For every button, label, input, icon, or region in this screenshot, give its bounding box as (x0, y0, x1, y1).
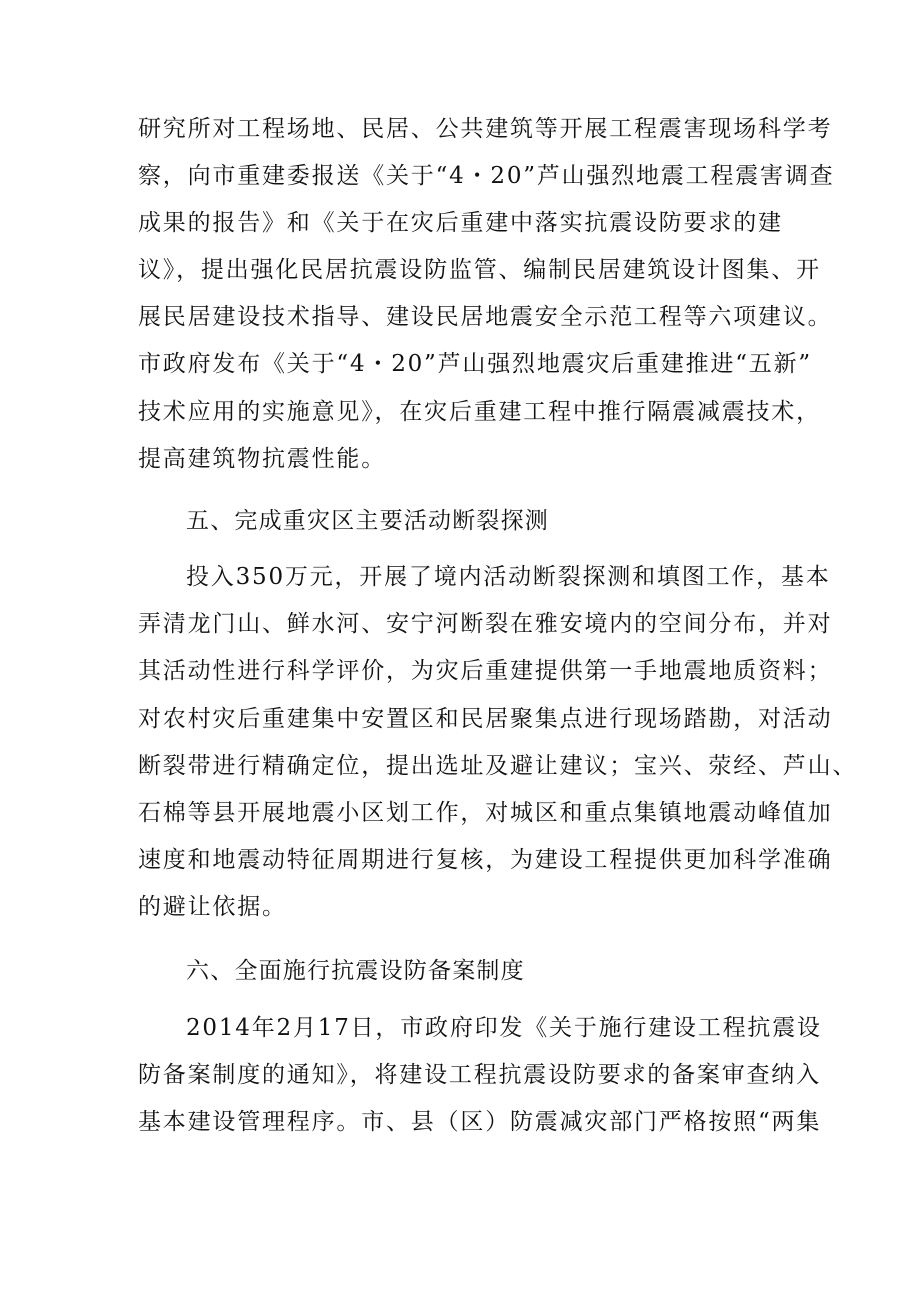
paragraph-line: 弄清龙门山、鲜水河、安宁河断裂在雅安境内的空间分布，并对 (138, 611, 833, 637)
paragraph-line: 2014年2月17日，市政府印发《关于施行建设工程抗震设 (186, 1015, 822, 1041)
paragraph-line: 成果的报告》和《关于在灾后重建中落实抗震设防要求的建 (138, 210, 783, 236)
section-heading: 六、全面施行抗震设防备案制度 (186, 958, 525, 984)
paragraph-line: 展民居建设技术指导、建设民居地震安全示范工程等六项建议。 (138, 304, 833, 330)
paragraph-line: 对农村灾后重建集中安置区和民居聚集点进行现场踏勘，对活动 (138, 706, 833, 732)
paragraph-line: 投入350万元，开展了境内活动断裂探测和填图工作，基本 (186, 564, 831, 590)
paragraph-line: 技术应用的实施意见》，在灾后重建工程中推行隔震减震技术， (138, 399, 821, 425)
paragraph-line: 石棉等县开展地震小区划工作，对城区和重点集镇地震动峰值加 (138, 800, 833, 826)
paragraph-line: 速度和地震动特征周期进行复核，为建设工程提供更加科学准确 (138, 847, 833, 873)
paragraph-line: 市政府发布《关于“4・20”芦山强烈地震灾后重建推进“五新” (138, 351, 812, 377)
section-heading: 五、完成重灾区主要活动断裂探测 (186, 508, 549, 534)
paragraph-line: 断裂带进行精确定位，提出选址及避让建议；宝兴、荥经、芦山、 (138, 753, 858, 779)
paragraph-line: 研究所对工程场地、民居、公共建筑等开展工程震害现场科学考 (138, 116, 833, 142)
paragraph-line: 议》，提出强化民居抗震设防监管、编制民居建筑设计图集、开 (138, 257, 821, 283)
paragraph-line: 基本建设管理程序。市、县（区）防震减灾部门严格按照“两集 (138, 1109, 822, 1135)
paragraph-line: 其活动性进行科学评价，为灾后重建提供第一手地震地质资料； (138, 658, 833, 684)
paragraph-line: 提高建筑物抗震性能。 (138, 446, 386, 472)
paragraph-line: 察，向市重建委报送《关于“4・20”芦山强烈地震工程震害调查 (138, 163, 835, 189)
paragraph-line: 防备案制度的通知》，将建设工程抗震设防要求的备案审查纳入 (138, 1062, 821, 1088)
paragraph-line: 的避让依据。 (138, 894, 287, 920)
